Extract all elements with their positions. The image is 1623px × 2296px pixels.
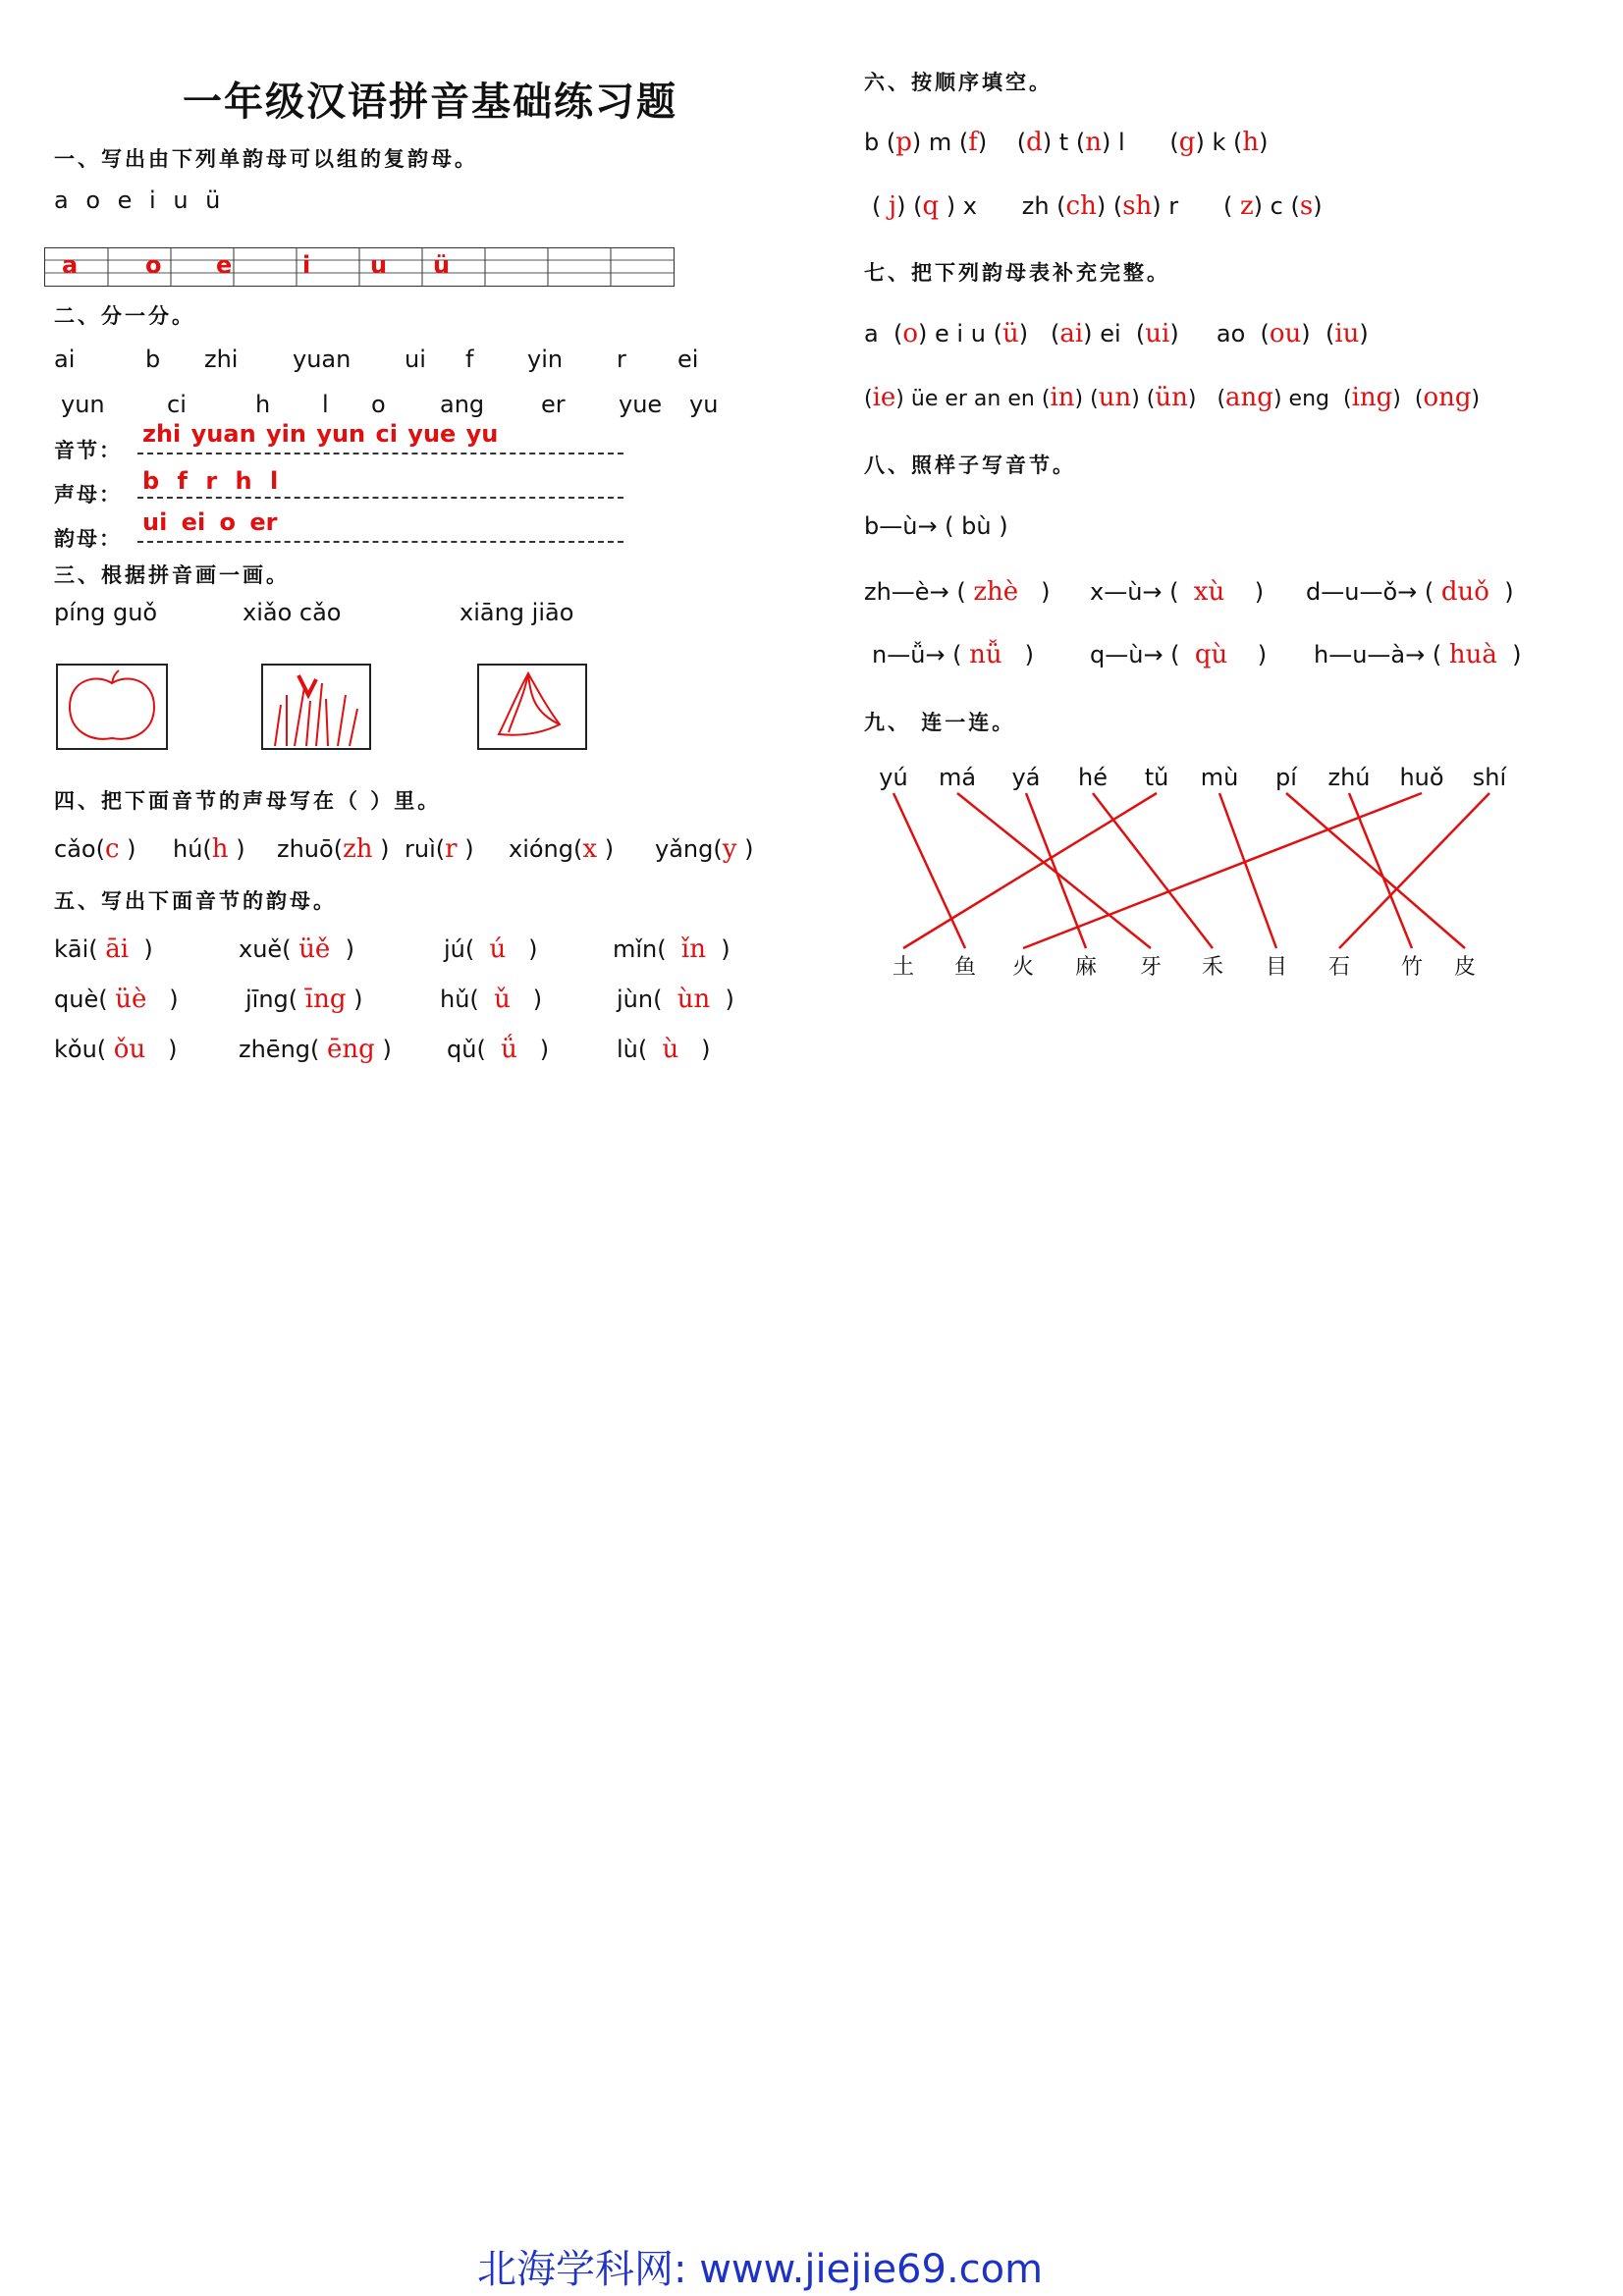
section-8-heading: 八、照样子写音节。 [864,454,1076,477]
section-7-heading: 七、把下列韵母表补充完整。 [864,261,1170,285]
answer: xù [1193,577,1225,607]
paren: ) [539,1036,550,1063]
match-top-1: má [938,764,977,791]
pinyin-item: l [322,391,329,418]
initial-item [173,834,245,864]
answer: qù [1194,640,1228,669]
syllable: hǔ( [440,986,479,1013]
section-4-heading: 四、把下面音节的声母写在（ ）里。 [54,789,442,813]
paren: ) [143,935,153,963]
initial-item [509,834,614,864]
initial-label: 声母： [54,483,122,507]
paren: ) [345,935,354,963]
syllable: xuě( [239,935,292,963]
syllable: kǒu( [54,1036,107,1063]
paren: ) [1257,641,1268,668]
syllable: lù( [617,1036,648,1063]
final-item [444,934,538,964]
syllable: yǎng( [655,835,723,863]
grid-cell: e [216,251,233,279]
paren: ) [353,986,363,1013]
final-item [245,985,363,1014]
paren: ) [380,835,390,863]
final-item [440,985,542,1014]
answer: duǒ [1440,577,1489,607]
syllable: jú( [444,935,475,963]
match-bottom-7: 石 [1327,955,1351,980]
pinyin-item: zhi [204,346,239,373]
initial-item [54,834,136,864]
draw-item-label: xiāng jiāo [460,599,574,626]
match-bottom-5: 禾 [1201,955,1224,980]
final-item [54,985,179,1014]
spell-item [872,640,1034,669]
match-top-5: mù [1200,764,1239,791]
grass-drawing [261,664,371,750]
pinyin-item: yin [527,346,564,373]
spell-item [1314,640,1522,669]
answer: ēng [327,1035,375,1064]
paren: ) [744,835,754,863]
section-1-heading: 一、写出由下列单韵母可以组的复韵母。 [54,147,478,171]
draw-item-label: píng guǒ [54,599,158,626]
answer: ú [489,934,507,964]
paren: ) [1041,578,1051,606]
question: d—u—ǒ→ ( [1306,578,1434,606]
grid-cell: ü [433,251,451,279]
banana-icon [479,666,585,748]
match-bottom-6: 目 [1265,955,1288,980]
syllable: xióng( [509,835,583,863]
section-5-heading: 五、写出下面音节的韵母。 [54,889,337,913]
vowel-list: a o e i u ü [54,187,221,214]
final-item [617,1035,711,1064]
sequence-row-2: ( j) (q ) x zh (ch) (sh) r ( z) c (s) [872,191,1323,221]
answer: zh [343,834,373,864]
match-top-0: yú [879,764,908,791]
paren: ) [1504,578,1514,606]
syllable: zhēng( [239,1036,320,1063]
question: h—u—à→ ( [1314,641,1442,668]
match-bottom-2: 火 [1011,955,1035,980]
answer: h [211,834,229,864]
grid-lines [45,248,674,286]
paren: ) [604,835,615,863]
sequence-row-1: b (p) m (f) (d) t (n) l (g) k (h) [864,128,1269,157]
example: b—ù→ ( bù ) [864,512,1008,540]
pinyin-item: ei [677,346,699,373]
apple-icon [58,666,166,748]
match-top-8: huǒ [1399,764,1444,791]
syllable: kāi( [54,935,98,963]
answer: ǔ [494,985,511,1014]
initial-item [405,834,474,864]
match-bottom-8: 竹 [1400,955,1424,980]
question: q—ù→ ( [1090,641,1180,668]
match-line-5 [1219,793,1276,948]
match-line-6 [1286,793,1465,948]
syllable-answer: zhi yuan yin yun ci yue yu [142,420,499,448]
match-bottom-3: 麻 [1074,955,1098,980]
answer: ǐn [680,934,706,964]
question: x—ù→ ( [1090,578,1179,606]
pinyin-item: f [465,346,474,373]
final-item [54,1035,177,1064]
match-line-3 [1093,793,1213,948]
finals-row-1: a (o) e i u (ü) (ai) ei (ui) ao (ou) (iu) [864,319,1369,348]
paren: ) [127,835,136,863]
grid-cell: a [62,251,79,279]
syllable: jùn( [617,986,663,1013]
match-top-3: hé [1078,764,1108,791]
question: n—ǚ→ ( [872,641,962,668]
grid-cell: u [370,251,388,279]
pinyin-item: yuan [293,346,352,373]
section-9-heading: 九、 连一连。 [864,711,1016,734]
pinyin-item: h [255,391,271,418]
pinyin-item: r [617,346,626,373]
draw-item-label: xiǎo cǎo [243,599,342,626]
answer: r [445,834,458,864]
paren: ) [532,986,543,1013]
answer: y [722,834,737,864]
pinyin-item: ci [167,391,187,418]
answer-line [137,497,623,499]
syllable: ruì( [405,835,446,863]
answer: zhè [973,577,1019,607]
final-answer: ui ei o er [142,508,278,536]
answer: c [104,834,120,864]
syllable: zhuō( [277,835,344,863]
spell-item [864,577,1050,607]
answer: ùn [676,985,711,1014]
syllable: mǐn( [613,935,667,963]
pinyin-item: ang [440,391,485,418]
syllable: cǎo( [54,835,105,863]
paren: ) [464,835,474,863]
syllable: hú( [173,835,212,863]
match-top-4: tǔ [1144,764,1169,791]
grid-cell: i [302,251,311,279]
paren: ) [721,935,730,963]
answer: īng [304,985,347,1014]
finals-row-2: (ie) üe er an en (in) (un) (ün) (ang) eng (ing) (ong) [864,383,1481,412]
pinyin-item: ui [405,346,426,373]
match-top-2: yá [1011,764,1041,791]
footer-watermark: 北海学科网: www.jiejie69.com [477,2247,1044,2292]
final-item [239,1035,392,1064]
match-top-7: zhú [1327,764,1371,791]
section-2-heading: 二、分一分。 [54,304,195,328]
final-item [54,934,153,964]
spell-item [1090,640,1267,669]
answer: üè [115,985,147,1014]
pinyin-item: ai [54,346,76,373]
match-top-9: shí [1472,764,1507,791]
paren: ) [701,1036,711,1063]
match-line-1 [957,793,1151,948]
match-bottom-4: 牙 [1139,955,1163,980]
final-item [613,934,730,964]
paren: ) [236,835,245,863]
match-bottom-9: 皮 [1453,955,1477,980]
syllable: qǔ( [447,1036,486,1063]
pinyin-item: yun [61,391,105,418]
answer-line [137,453,623,454]
answer: ǒu [113,1035,146,1064]
final-item [617,985,734,1014]
answer-grid [44,247,675,287]
pinyin-item: o [371,391,386,418]
initial-answer: b f r h l [142,467,279,495]
pinyin-item: er [541,391,566,418]
match-top-6: pí [1275,764,1297,791]
syllable: què( [54,986,108,1013]
paren: ) [382,1036,392,1063]
paren: ) [1024,641,1034,668]
spell-item [1306,577,1514,607]
question: zh—è→ ( [864,578,966,606]
pinyin-item: b [145,346,161,373]
syllable-label: 音节： [54,439,122,462]
answer: ǘ [501,1035,517,1064]
paren: ) [1512,641,1522,668]
paren: ) [168,1036,178,1063]
syllable: jīng( [245,986,298,1013]
match-line-4 [903,793,1157,948]
pinyin-item: yue [619,391,663,418]
apple-drawing [56,664,168,750]
match-bottom-0: 土 [892,955,915,980]
answer-line [137,541,623,543]
match-line-2 [1026,793,1086,948]
answer: huà [1448,640,1497,669]
answer: ù [662,1035,679,1064]
initial-item [277,834,390,864]
section-6-heading: 六、按顺序填空。 [864,71,1053,94]
answer: x [582,834,598,864]
paren: ) [1254,578,1265,606]
matching-exercise [864,756,1532,1001]
final-item [239,934,354,964]
section-3-heading: 三、根据拼音画一画。 [54,563,290,587]
answer: üě [298,934,331,964]
paren: ) [528,935,538,963]
final-item [447,1035,549,1064]
spell-item [1090,577,1264,607]
grid-cell: o [145,251,162,279]
match-line-0 [893,793,965,948]
grass-icon [263,666,369,748]
match-line-7 [1349,793,1412,948]
final-label: 韵母： [54,527,122,551]
answer: āi [105,934,130,964]
paren: ) [169,986,179,1013]
pinyin-item: yu [689,391,719,418]
page-title: 一年级汉语拼音基础练习题 [183,79,677,125]
banana-drawing [477,664,587,750]
paren: ) [725,986,734,1013]
initial-item [655,834,753,864]
match-bottom-1: 鱼 [953,955,977,980]
answer: nǚ [969,640,1002,669]
